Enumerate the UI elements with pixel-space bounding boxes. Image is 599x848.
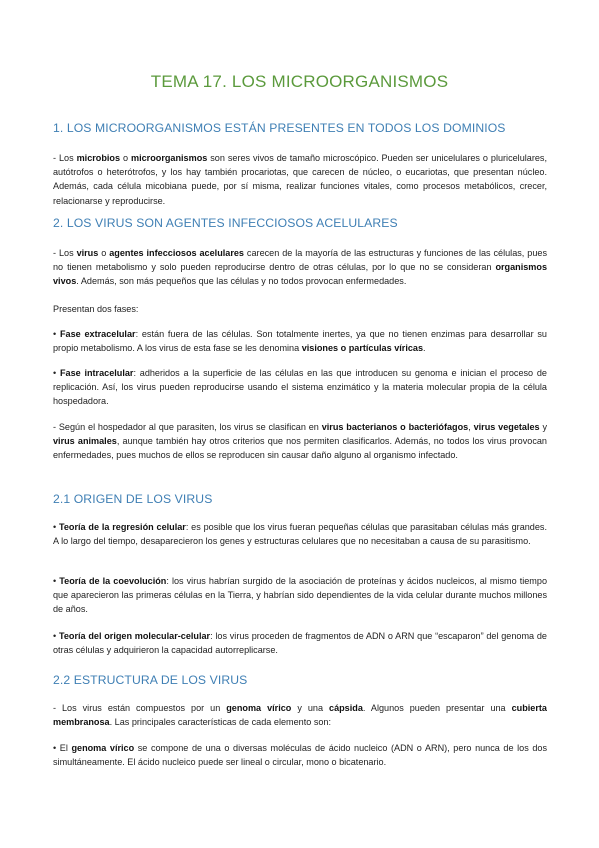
bullet: • [53,329,60,339]
text-run: - Según el hospedador al que parasiten, los virus se clasifican en [53,422,322,432]
text-run: y una [291,703,330,713]
virus-structure-paragraph [53,701,547,729]
bold-term: Teoría de la coevolución [59,576,167,586]
text-run: . [423,343,426,354]
bold-term: organismos vivos [53,262,547,287]
text-run: . Las principales características de cada elemento son: [109,717,332,728]
bullet: • [53,576,60,586]
text-run: - Los [53,248,77,258]
bold-term: agentes infecciosos acelulares [109,248,244,258]
text-run: . Algunos pueden presentar una [362,703,512,713]
bold-term: microorganismos [131,153,208,163]
text-run: , aunque también hay otros criterios que nos permiten clasificarlos. Además, no todos los virus provocan enfermedades, pues muchos de ellos se reproducen sin causar daño alguno al organismo infectado. [53,436,547,461]
bold-term: genoma vírico [71,743,135,753]
text-run: : los virus habrían surgido de la asociación de proteínas y ácidos nucleicos, al mismo tiempo que aparecieron las primeras células en la Tierra, y habrían sido dependientes de la vida celular durante muchos millones de años. [53,576,548,615]
text-run: y [539,422,548,432]
bold-term: genoma vírico [226,703,292,713]
theory-coevolution-paragraph [53,574,547,617]
text-run: : adheridos a la superficie de las células en las que introducen su genoma e inician el proceso de replicación. Así, los virus pueden reproducirse usando el sistema enzimático y la materia molecular propia de la célula hospedadora. [53,368,547,407]
bold-term: visiones o partículas víricas [301,343,424,354]
section-2-paragraph-intro [53,246,547,289]
bold-term: virus [76,248,99,258]
bold-term: Teoría de la regresión celular [59,522,186,532]
bullet: • [53,368,60,378]
text-run: - Los [53,153,77,163]
text-run: : es posible que los virus fueran pequeñas células que parasitaban células más grandes. A lo largo del tiempo, desaparecieron los genes y estructuras celulares que no necesitaban a causa de su parasitismo. [53,522,547,547]
virus-classification-paragraph [53,420,547,463]
text-run: son seres vivos de tamaño microscópico. Pueden ser unicelulares o pluricelulares, autótrofos o heterótrofos, y los hay también procariotas, que carecen de núcleo, o eucariotas, que presentan núcleo. Además, cada célula micobiana puede, por sí misma, realizar funciones vitales, como procesos metabólicos, crecer, relacionarse y reproducirse. [53,153,547,206]
section-2-heading: 2. LOS VIRUS SON AGENTES INFECCIOSOS ACELULARES [53,216,398,230]
text-run: : están fuera de las células. Son totalmente inertes, ya que no tienen enzimas para desarrollar su propio metabolismo. A los virus de esta fase se les denomina [53,329,547,354]
text-run: se compone de una o diversas moléculas de ácido nucleico (ADN o ARN), pero nunca de los dos simultáneamente. El ácido nucleico puede ser lineal o circular, mono o bicatenario. [53,743,548,768]
section-2-phases-lead: Presentan dos fases: [53,304,139,314]
text-run: , [468,422,474,432]
text-run: o [98,248,110,258]
section-1-heading: 1. LOS MICROORGANISMOS ESTÁN PRESENTES EN TODOS LOS DOMINIOS [53,121,506,135]
phase-extracellular-paragraph [53,327,547,355]
bullet: • [53,522,59,532]
theory-molecular-paragraph [53,629,547,657]
theory-regression-paragraph [53,520,547,548]
text-run: o [120,153,131,163]
bold-term: cápsida [329,703,363,713]
bold-term: Fase intracelular [59,368,134,378]
text-run: . Además, son más pequeños que las células y no todos provocan enfermedades. [76,276,407,287]
bullet: • El [53,743,72,753]
bold-term: Teoría del origen molecular-celular [58,631,211,641]
section-2-2-heading: 2.2 ESTRUCTURA DE LOS VIRUS [53,673,248,687]
text-run: : los virus proceden de fragmentos de ADN o ARN que “escaparon” del genoma de otras células y adquirieron la capacidad autorreplicarse. [53,631,547,656]
text-run: - Los virus están compuestos por un [53,703,227,713]
bold-term: virus vegetales [473,422,540,432]
bold-term: virus bacterianos o bacteriófagos [321,422,469,432]
section-2-1-heading: 2.1 ORIGEN DE LOS VIRUS [53,492,213,506]
bold-term: microbios [76,153,121,163]
bold-term: cubierta membranosa [53,703,547,728]
text-run: carecen de la mayoría de las estructuras y funciones de las células, pues no tienen metabolismo y solo pueden reproducirse dentro de otras células, por lo que no se consideran [53,248,547,273]
bullet: • [53,631,59,641]
bold-term: virus animales [53,436,117,447]
section-1-paragraph [53,151,547,208]
phase-intracellular-paragraph [53,366,547,409]
bold-term: Fase extracelular [59,329,136,339]
document-title: TEMA 17. LOS MICROORGANISMOS [150,72,449,91]
genome-paragraph [53,741,547,769]
